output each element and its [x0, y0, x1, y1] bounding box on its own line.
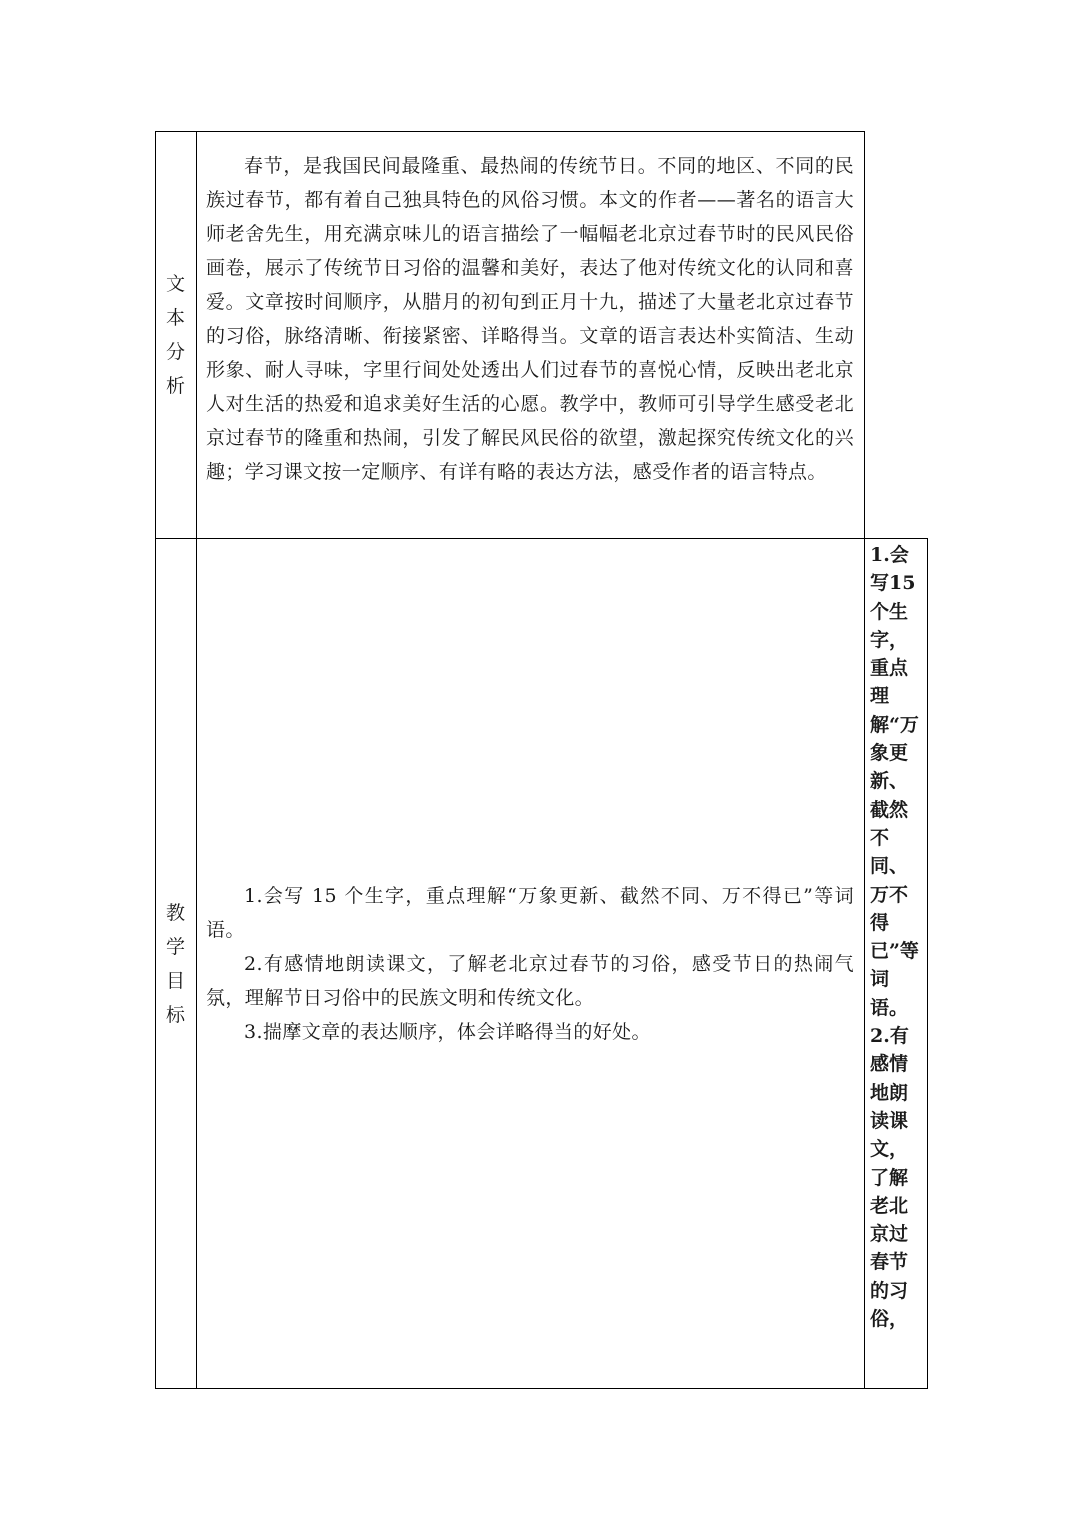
overflow-column-right-border: [927, 538, 928, 1389]
goal-item-2: 2.有感情地朗读课文，了解老北京过春节的习俗，感受节日的热闹气氛，理解节日习俗中的民族文明和传统文化。: [206, 953, 854, 1009]
table-right-border: [864, 131, 865, 1389]
row-label-teaching-goals: [155, 896, 196, 1032]
row-label-text-analysis: [155, 267, 196, 403]
text-analysis-content: [206, 149, 854, 489]
table-top-border: [155, 131, 865, 132]
goal-item-1: 1.会写 15 个生字，重点理解“万象更新、截然不同、万不得已”等词语。: [206, 885, 854, 941]
table-row-divider: [155, 538, 928, 539]
row-label-char: 文: [165, 273, 185, 295]
row-label-char: 标: [165, 1004, 185, 1026]
row-label-char: 学: [165, 936, 185, 958]
text-analysis-paragraph: 春节，是我国民间最隆重、最热闹的传统节日。不同的地区、不同的民族过春节，都有着自己独具特色的风俗习惯。本文的作者——著名的语言大师老舍先生，用充满京味儿的语言描绘了一幅幅老北京过春节时的民风民俗画卷，展示了传统节日习俗的温馨和美好，表达了他对传统文化的认同和喜爱。文章按时间顺序，从腊月的初旬到正月十九，描述了大量老北京过春节的习俗，脉络清晰、衔接紧密、详略得当。文章的语言表达朴实简洁、生动形象、耐人寻味，字里行间处处透出人们过春节的喜悦心情，反映出老北京人对生活的热爱和追求美好生活的心愿。教学中，教师可引导学生感受老北京过春节的隆重和热闹，引发了解民风民俗的欲望，激起探究传统文化的兴趣；学习课文按一定顺序、有详有略的表达方法，感受作者的语言特点。: [206, 155, 854, 483]
row-label-char: 分: [165, 341, 185, 363]
row-label-char: 教: [165, 902, 185, 924]
row-label-char: 析: [165, 375, 185, 397]
teaching-goals-content: [206, 879, 854, 1049]
overflow-column-text: 1.会写15个生字，重点理解“万象更新、截然不同、万不得已”等词语。2.有感情地朗读课文，了解老北京过春节的习俗，: [870, 544, 919, 1331]
goal-item-3: 3.揣摩文章的表达顺序，体会详略得当的好处。: [244, 1021, 651, 1043]
table-label-divider: [196, 131, 197, 1389]
row-label-char: 目: [165, 970, 185, 992]
row-label-char: 本: [165, 307, 185, 329]
table-bottom-border: [155, 1388, 928, 1389]
